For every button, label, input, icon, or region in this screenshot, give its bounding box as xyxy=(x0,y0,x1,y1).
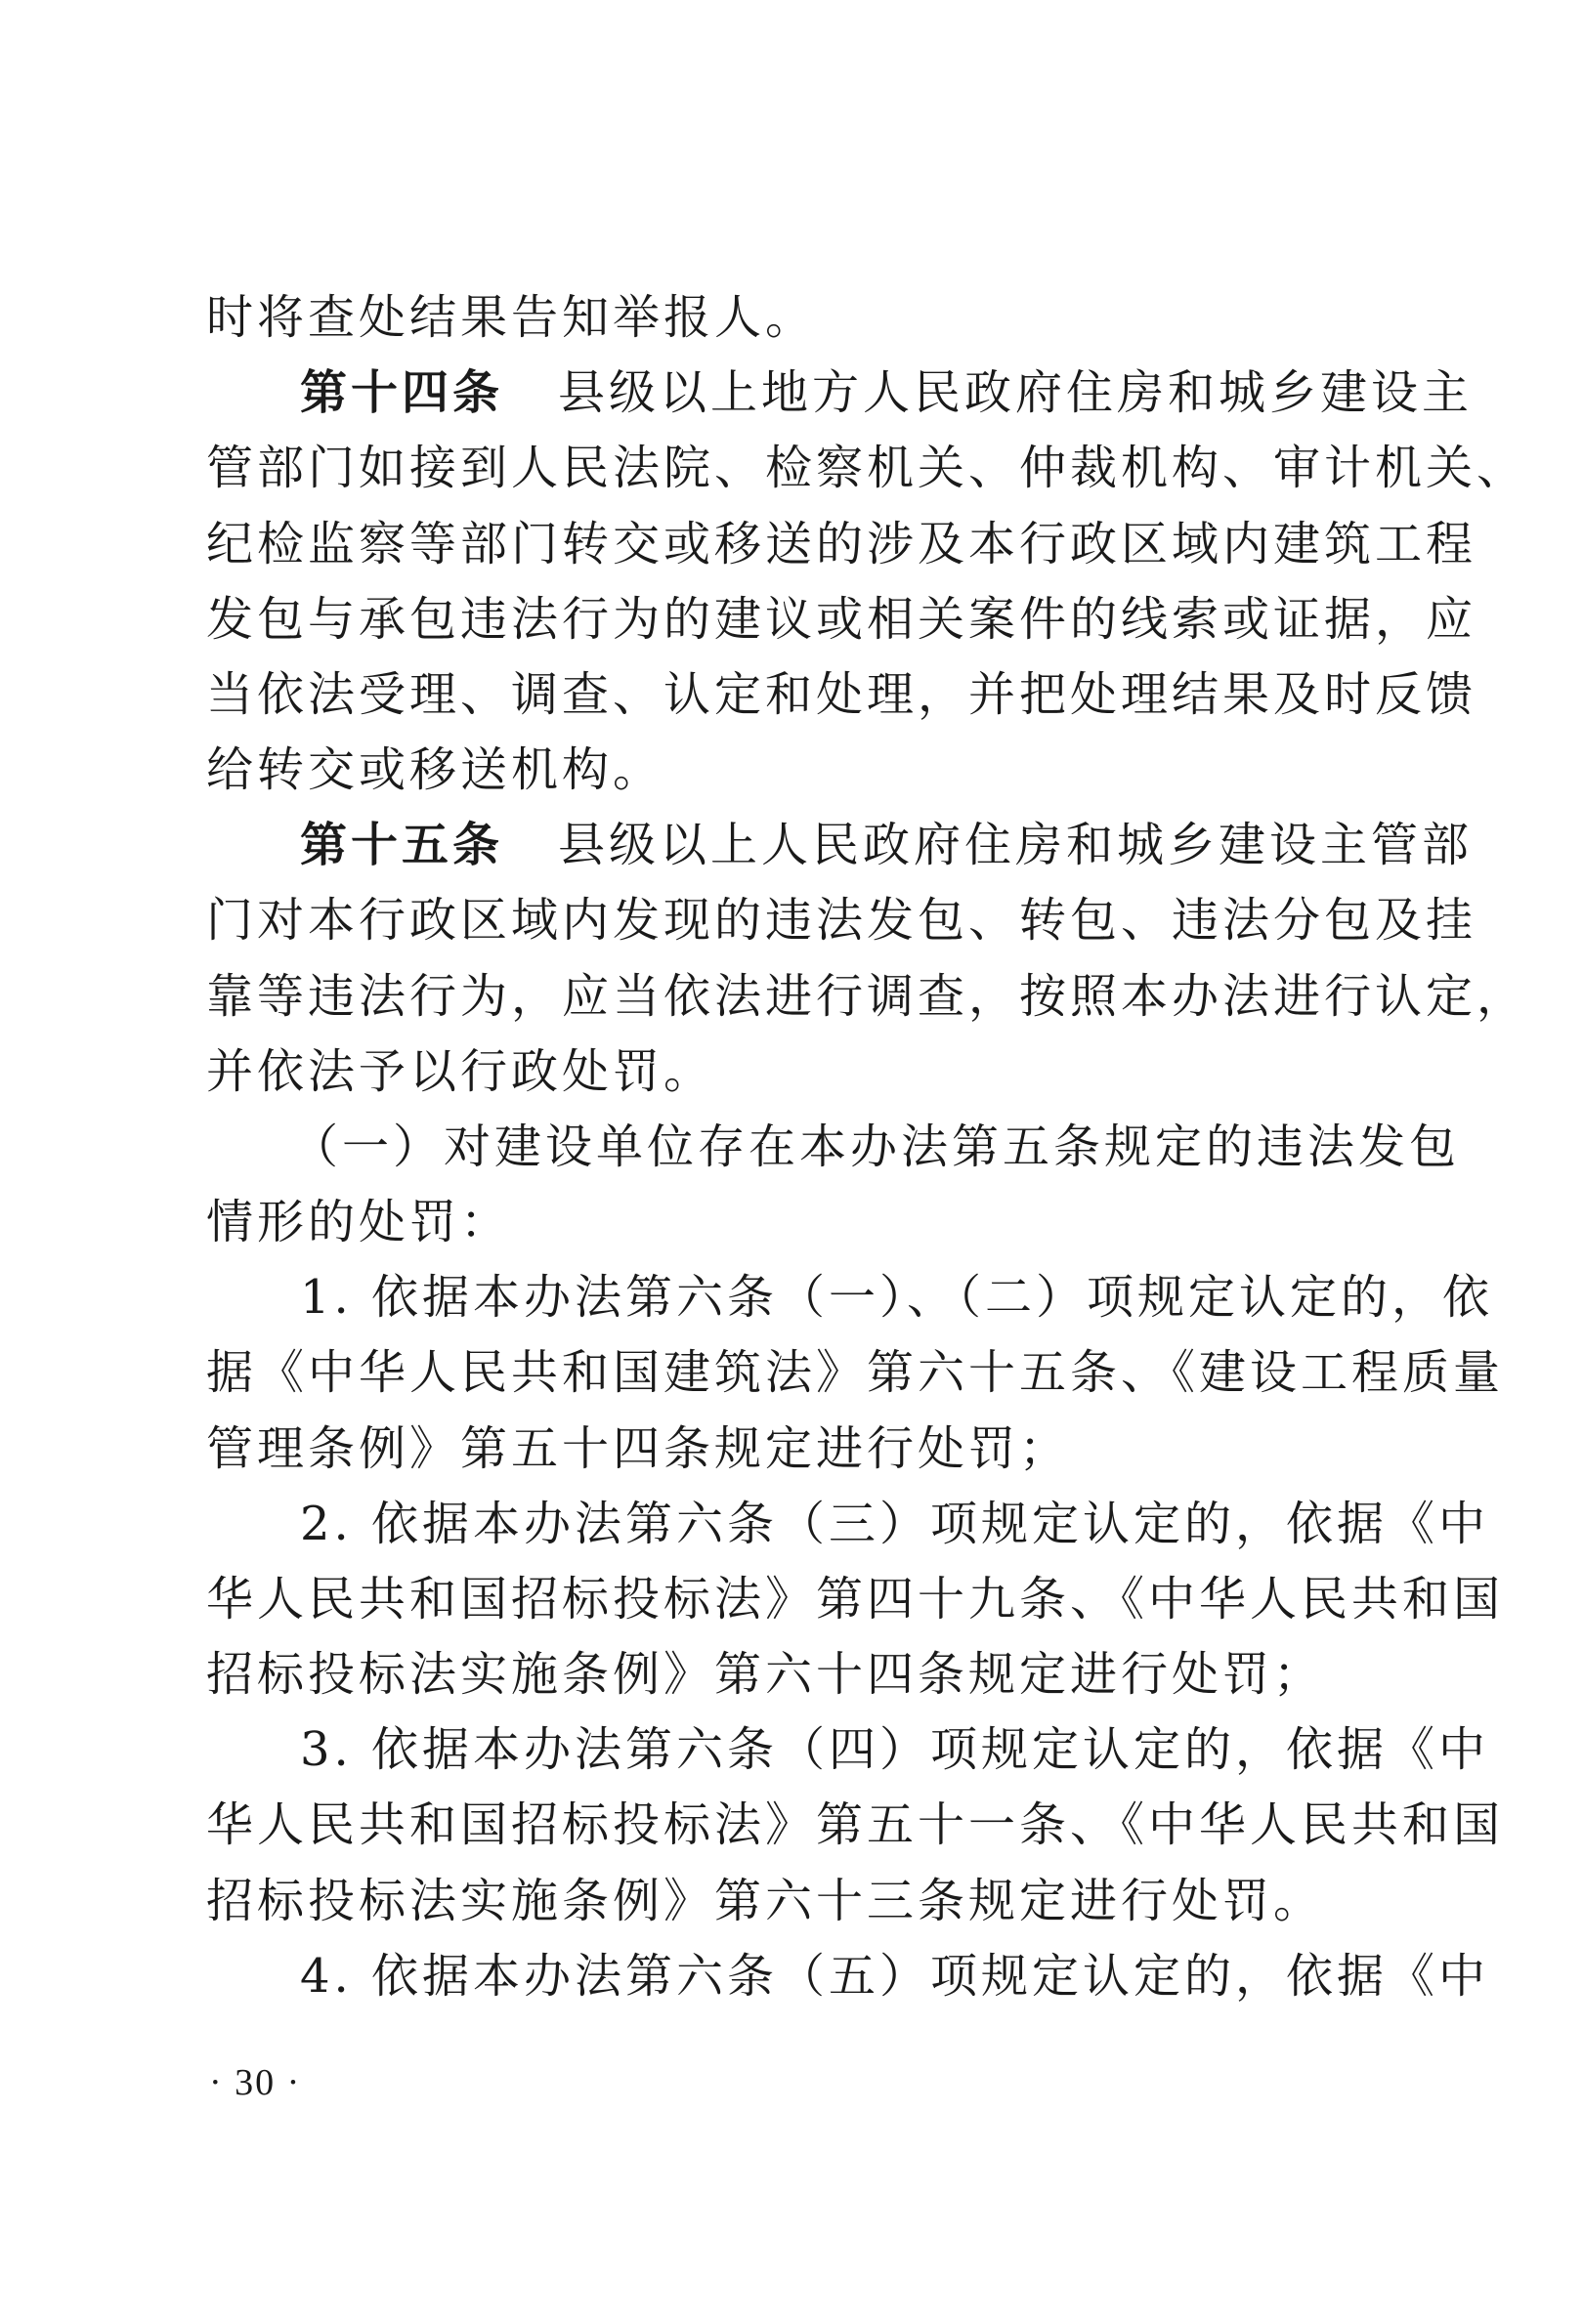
text-line: 管理条例》第五十四条规定进行处罚； xyxy=(206,1421,1071,1476)
text-line: 情形的处罚： xyxy=(206,1195,512,1249)
page-number: · 30 · xyxy=(209,2062,302,2103)
article-15-text: 县级以上人民政府住房和城乡建设主管部 xyxy=(558,818,1474,872)
text-line: 华人民共和国招标投标法》第五十一条、《中华人民共和国 xyxy=(206,1797,1505,1852)
text-line: 并依法予以行政处罚。 xyxy=(206,1044,715,1099)
text-line: 靠等违法行为，应当依法进行调查，按照本办法进行认定， xyxy=(206,969,1528,1024)
text-line: 招标投标法实施条例》第六十四条规定进行处罚； xyxy=(206,1647,1325,1702)
text-line: 给转交或移送机构。 xyxy=(206,742,664,797)
text-line: 据《中华人民共和国建筑法》第六十五条、《建设工程质量 xyxy=(206,1345,1505,1400)
article-14-first-line xyxy=(300,355,1474,431)
item-3-first-line: 3. 依据本办法第六条（四）项规定认定的，依据《中 xyxy=(300,1722,1490,1777)
article-14-heading: 第十四条 xyxy=(300,365,504,420)
text-line: 纪检监察等部门转交或移送的涉及本行政区域内建筑工程 xyxy=(206,517,1477,571)
article-15-first-line xyxy=(300,807,1474,883)
text-line: 门对本行政区域内发现的违法发包、转包、违法分包及挂 xyxy=(206,893,1477,948)
item-1-first-line: 1. 依据本办法第六条（一）、（二）项规定认定的，依 xyxy=(300,1270,1494,1325)
text-line: 发包与承包违法行为的建议或相关案件的线索或证据，应 xyxy=(206,592,1477,647)
text-line: 管部门如接到人民法院、检察机关、仲裁机构、审计机关、 xyxy=(206,441,1528,495)
text-line: 招标投标法实施条例》第六十三条规定进行处罚。 xyxy=(206,1874,1325,1928)
article-15-heading: 第十五条 xyxy=(300,818,504,872)
item-2-first-line: 2. 依据本办法第六条（三）项规定认定的，依据《中 xyxy=(300,1497,1490,1551)
item-4-first-line: 4. 依据本办法第六条（五）项规定认定的，依据《中 xyxy=(300,1949,1490,2004)
text-line: 当依法受理、调查、认定和处理，并把处理结果及时反馈 xyxy=(206,667,1477,722)
text-line: 华人民共和国招标投标法》第四十九条、《中华人民共和国 xyxy=(206,1572,1505,1627)
section-1-heading: （一）对建设单位存在本办法第五条规定的违法发包 xyxy=(291,1120,1461,1174)
text-line: 时将查处结果告知举报人。 xyxy=(206,290,817,345)
article-14-text: 县级以上地方人民政府住房和城乡建设主 xyxy=(558,365,1474,420)
